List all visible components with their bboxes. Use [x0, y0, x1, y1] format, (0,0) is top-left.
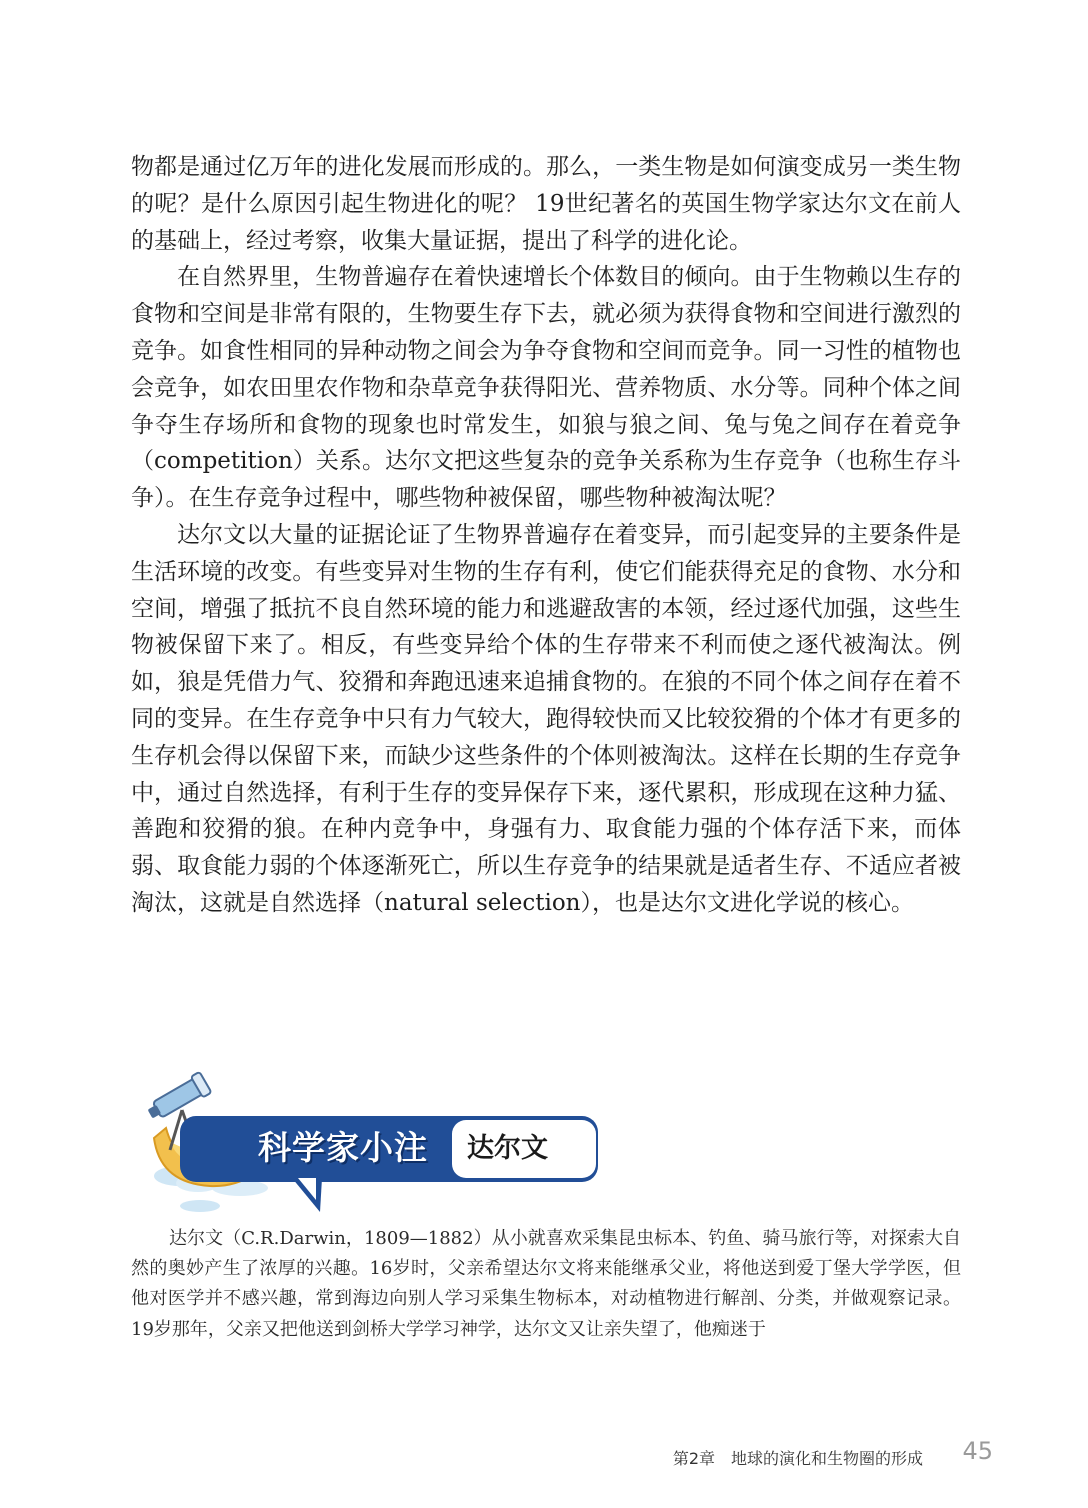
scientist-note-text — [131, 1224, 961, 1345]
paragraph-variation: 达尔文以大量的证据论证了生物界普遍存在着变异，而引起变异的主要条件是生活环境的改变。有些变异对生物的生存有利，使它们能获得充足的食物、水分和空间，增强了抵抗不良自然环境的能力和逃避敌害的本领，经过逐代加强，这些生物被保留下来了。相反，有些变异给个体的生存带来不利而使之逐代被淘汰。例如，狼是凭借力气、狡猾和奔跑迅速来追捕食物的。在狼的不同个体之间存在着不同的变异。在生存竞争中只有力气较大，跑得较快而又比较狡猾的个体才有更多的生存机会得以保留下来，而缺少这些条件的个体则被淘汰。这样在长期的生存竞争中，通过自然选择，有利于生存的变异保存下来，逐代累积，形成现在这种力猛、善跑和狡猾的狼。在种内竞争中，身强有力、取食能力强的个体存活下来，而体弱、取食能力弱的个体逐渐死亡，所以生存竞争的结果就是适者生存、不适应者被淘汰，这就是自然选择（natural selection），也是达尔文进化学说的核心。 — [131, 521, 961, 916]
banner-title: 科学家小注 — [258, 1128, 428, 1167]
banner-subject: 达尔文 — [467, 1133, 548, 1164]
page-number: 45 — [962, 1437, 993, 1465]
paragraph-competition: 在自然界里，生物普遍存在着快速增长个体数目的倾向。由于生物赖以生存的食物和空间是非常有限的，生物要生存下去，就必须为获得食物和空间进行激烈的竞争。如食性相同的异种动物之间会为争夺食物和空间而竞争。同一习性的植物也会竞争，如农田里农作物和杂草竞争获得阳光、营养物质、水分等。同种个体之间争夺生存场所和食物的现象也时常发生，如狼与狼之间、兔与兔之间存在着竞争（competition）关系。达尔文把这些复杂的竞争关系称为生存竞争（也称生存斗争）。在生存竞争过程中，哪些物种被保留，哪些物种被淘汰呢？ — [131, 264, 961, 512]
scientist-note-header — [140, 1058, 740, 1218]
chapter-title: 第2章 地球的演化和生物圈的形成 — [672, 1449, 923, 1468]
main-text — [131, 149, 961, 922]
banner-pointer — [290, 1178, 330, 1214]
page-footer — [0, 1436, 1088, 1476]
scientist-note-paragraph: 达尔文（C.R.Darwin，1809—1882）从小就喜欢采集昆虫标本、钓鱼、骑马旅行等，对探索大自然的奥妙产生了浓厚的兴趣。16岁时，父亲希望达尔文将来能继承父业，将他送到爱丁堡大学学医，但他对医学并不感兴趣，常到海边向别人学习采集生物标本，对动植物进行解剖、分类，并做观察记录。19岁那年，父亲又把他送到剑桥大学学习神学，达尔文又让亲失望了，他痴迷于 — [131, 1228, 961, 1340]
paragraph-intro: 物都是通过亿万年的进化发展而形成的。那么，一类生物是如何演变成另一类生物的呢？是什么原因引起生物进化的呢？ 19世纪著名的英国生物学家达尔文在前人的基础上，经过考察，收集大量证据，提出了科学的进化论。 — [131, 154, 961, 254]
